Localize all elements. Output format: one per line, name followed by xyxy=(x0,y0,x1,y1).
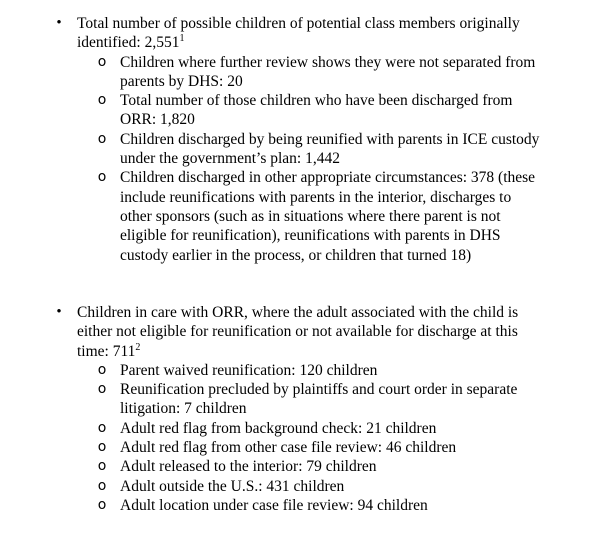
sub-bullet-list xyxy=(0,361,598,515)
footnote-marker: 2 xyxy=(135,341,141,353)
sub-item-text: Total number of those children who have been discharged from ORR: 1,820 xyxy=(120,92,513,129)
list-item xyxy=(0,130,598,169)
main-bullet-item xyxy=(0,303,598,361)
sub-bullet-list xyxy=(0,53,598,265)
circle-bullet-icon: o xyxy=(97,419,107,436)
list-item xyxy=(0,438,598,457)
footnote-marker: 1 xyxy=(179,33,185,45)
bullet-icon: • xyxy=(56,15,62,31)
circle-bullet-icon: o xyxy=(97,381,107,398)
list-item xyxy=(0,380,598,419)
circle-bullet-icon: o xyxy=(97,92,107,109)
sub-item-text: Adult red flag from other case file review: 46 children xyxy=(120,439,457,457)
list-item xyxy=(0,496,598,515)
circle-bullet-icon: o xyxy=(97,458,107,475)
sub-item-text: Adult released to the interior: 79 children xyxy=(120,458,377,476)
circle-bullet-icon: o xyxy=(97,130,107,147)
sub-item-text: Children discharged in other appropriate circumstances: 378 (these include reunifications with parents in the interior, discharges to other sponsors (such as in situations where there parent is not eligible for reunification), reunifications with parents in DHS custody earlier in the process, or children that turned 18) xyxy=(120,169,536,264)
list-item xyxy=(0,457,598,476)
main-bullet-text: Total number of possible children of potential class members originally identified: 2,551 xyxy=(77,15,520,52)
list-item xyxy=(0,91,598,130)
sub-item-text: Reunification precluded by plaintiffs and court order in separate litigation: 7 children xyxy=(120,381,518,418)
list-item xyxy=(0,361,598,380)
circle-bullet-icon: o xyxy=(97,361,107,378)
sub-item-text: Children discharged by being reunified with parents in ICE custody under the government’s plan: 1,442 xyxy=(120,130,540,168)
bullet-section-class-members xyxy=(0,14,598,265)
list-item xyxy=(0,168,598,264)
circle-bullet-icon: o xyxy=(97,496,107,513)
bullet-icon: • xyxy=(56,304,62,320)
main-bullet-item xyxy=(0,14,598,53)
circle-bullet-icon: o xyxy=(97,169,107,186)
circle-bullet-icon: o xyxy=(97,53,107,70)
list-item xyxy=(0,477,598,496)
sub-item-text: Adult red flag from background check: 21 children xyxy=(120,419,437,437)
sub-item-text: Parent waived reunification: 120 children xyxy=(120,361,378,379)
sub-item-text: Adult location under case file review: 94 children xyxy=(120,496,428,514)
circle-bullet-icon: o xyxy=(97,477,107,494)
sub-item-text: Adult outside the U.S.: 431 children xyxy=(120,477,345,495)
list-item xyxy=(0,419,598,438)
circle-bullet-icon: o xyxy=(97,439,107,456)
bullet-section-children-in-care xyxy=(0,303,598,515)
sub-item-text: Children where further review shows they were not separated from parents by DHS: 20 xyxy=(120,53,536,90)
main-bullet-text: Children in care with ORR, where the adult associated with the child is either not eligible for reunification or not available for discharge at this time: 711 xyxy=(77,304,519,360)
list-item xyxy=(0,53,598,92)
